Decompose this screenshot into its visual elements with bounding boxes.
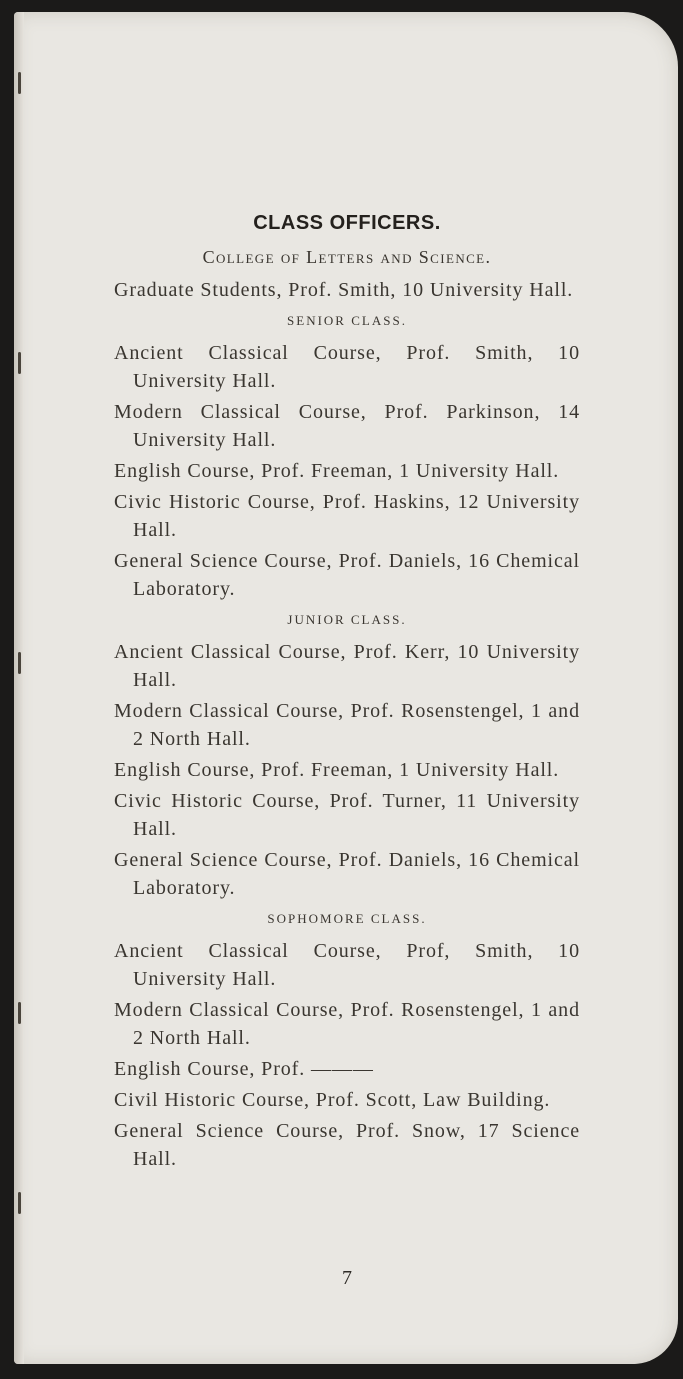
list-item: Modern Classical Course, Prof. Rosenstengel, 1 and 2 North Hall. xyxy=(114,700,580,750)
binding-stitch xyxy=(18,1192,21,1214)
list-item: English Course, Prof. Freeman, 1 University Hall. xyxy=(114,460,560,482)
list-item: General Science Course, Prof. Daniels, 16 Chemical Laboratory. xyxy=(114,550,580,600)
college-heading: College of Letters and Science. xyxy=(202,247,492,267)
page-number: 7 xyxy=(342,1267,352,1289)
page-title: CLASS OFFICERS. xyxy=(253,212,441,234)
list-item: General Science Course, Prof. Daniels, 16 Chemical Laboratory. xyxy=(114,849,580,899)
binding-stitch xyxy=(18,652,21,674)
list-item: Civic Historic Course, Prof. Turner, 11 University Hall. xyxy=(114,790,580,840)
junior-class-heading: JUNIOR CLASS. xyxy=(287,612,407,627)
page-spine xyxy=(14,12,24,1364)
list-item: Ancient Classical Course, Prof. Kerr, 10 University Hall. xyxy=(114,641,580,691)
list-item: Civil Historic Course, Prof. Scott, Law Building. xyxy=(114,1089,551,1111)
list-item: English Course, Prof. ——— xyxy=(114,1058,374,1080)
list-item: Ancient Classical Course, Prof, Smith, 10 University Hall. xyxy=(114,940,580,990)
sophomore-class-heading: SOPHOMORE CLASS. xyxy=(267,911,427,926)
graduate-entry: Graduate Students, Prof. Smith, 10 University Hall. xyxy=(114,279,574,301)
binding-stitch xyxy=(18,72,21,94)
list-item: Modern Classical Course, Prof. Parkinson, 14 University Hall. xyxy=(114,401,580,451)
list-item: Civic Historic Course, Prof. Haskins, 12 University Hall. xyxy=(114,491,580,541)
binding-stitch xyxy=(18,352,21,374)
list-item: General Science Course, Prof. Snow, 17 Science Hall. xyxy=(114,1120,580,1170)
senior-class-heading: SENIOR CLASS. xyxy=(287,313,407,328)
booklet-page xyxy=(14,12,678,1364)
list-item: Ancient Classical Course, Prof. Smith, 10 University Hall. xyxy=(114,342,580,392)
page-content xyxy=(114,212,580,1289)
list-item: Modern Classical Course, Prof. Rosenstengel, 1 and 2 North Hall. xyxy=(114,999,580,1049)
list-item: English Course, Prof. Freeman, 1 University Hall. xyxy=(114,759,560,781)
binding-stitch xyxy=(18,1002,21,1024)
